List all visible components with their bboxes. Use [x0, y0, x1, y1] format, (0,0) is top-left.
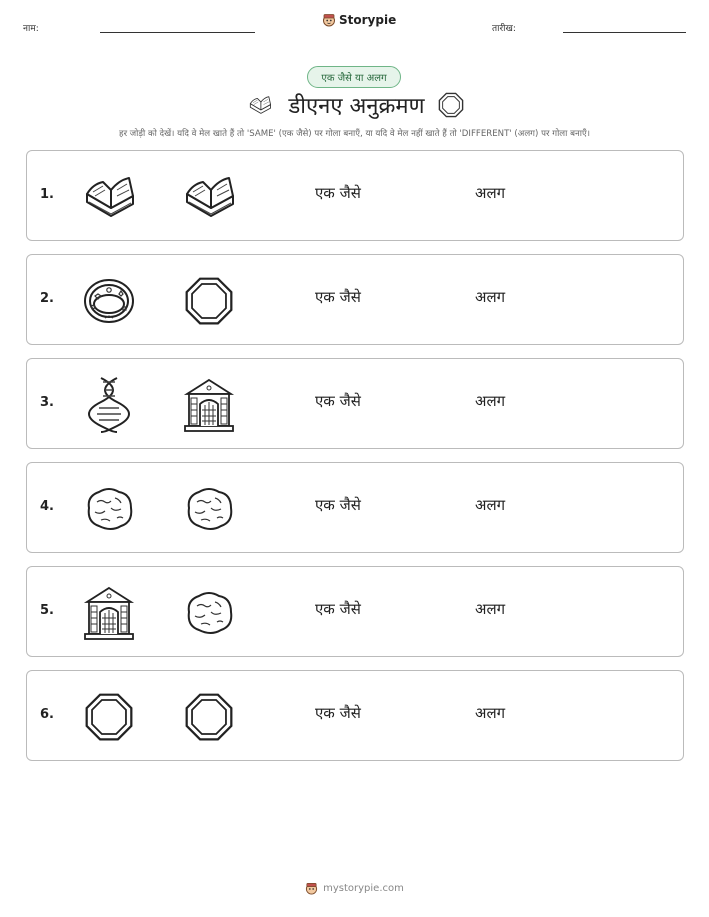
mascot-icon — [305, 882, 318, 895]
option-different[interactable]: अलग — [475, 704, 506, 722]
book-icon — [245, 94, 275, 116]
worksheet-type-badge: एक जैसे या अलग — [307, 66, 401, 88]
book-icon — [181, 172, 237, 222]
option-different[interactable]: अलग — [475, 184, 506, 202]
row-number: 1. — [40, 187, 54, 202]
option-different[interactable]: अलग — [475, 392, 506, 410]
brand-logo — [322, 13, 396, 27]
option-same[interactable]: एक जैसे — [315, 392, 361, 410]
match-row-4 — [26, 462, 684, 553]
library-icon — [181, 380, 237, 430]
page-title: डीएनए अनुक्रमण — [288, 94, 425, 119]
name-label: नाम: — [23, 24, 39, 34]
row-number: 3. — [40, 395, 54, 410]
option-different[interactable]: अलग — [475, 600, 506, 618]
match-row-3 — [26, 358, 684, 449]
footer — [0, 882, 709, 895]
title-row — [0, 90, 709, 120]
octagon-icon — [181, 692, 237, 742]
octagon-icon — [81, 692, 137, 742]
row-number: 5. — [40, 603, 54, 618]
date-field[interactable] — [563, 32, 686, 33]
option-same[interactable]: एक जैसे — [315, 600, 361, 618]
option-same[interactable]: एक जैसे — [315, 184, 361, 202]
octagon-icon — [181, 276, 237, 326]
instructions: हर जोड़ी को देखें। यदि वे मेल खाते हैं तो 'SAME' (एक जैसे) पर गोला बनाएँ, या यदि वे मेल नहीं खाते हैं तो 'DIFFERENT' (अलग) पर गोला बनाएँ। — [119, 129, 590, 139]
ring-icon — [81, 276, 137, 326]
row-number: 4. — [40, 499, 54, 514]
rock-icon — [181, 484, 237, 534]
mascot-icon — [322, 13, 336, 27]
match-row-2 — [26, 254, 684, 345]
option-same[interactable]: एक जैसे — [315, 704, 361, 722]
rock-icon — [81, 484, 137, 534]
option-different[interactable]: अलग — [475, 288, 506, 306]
octagon-icon — [438, 92, 464, 118]
date-label: तारीख: — [492, 24, 516, 34]
option-different[interactable]: अलग — [475, 496, 506, 514]
match-row-5 — [26, 566, 684, 657]
option-same[interactable]: एक जैसे — [315, 496, 361, 514]
option-same[interactable]: एक जैसे — [315, 288, 361, 306]
brand-name: Storypie — [339, 13, 397, 27]
library-icon — [81, 588, 137, 638]
book-icon — [81, 172, 137, 222]
dna-icon — [81, 380, 137, 430]
row-number: 6. — [40, 707, 54, 722]
match-row-6 — [26, 670, 684, 761]
rock-icon — [181, 588, 237, 638]
name-field[interactable] — [100, 32, 255, 33]
row-number: 2. — [40, 291, 54, 306]
match-row-1 — [26, 150, 684, 241]
footer-url[interactable]: mystorypie.com — [323, 883, 404, 894]
